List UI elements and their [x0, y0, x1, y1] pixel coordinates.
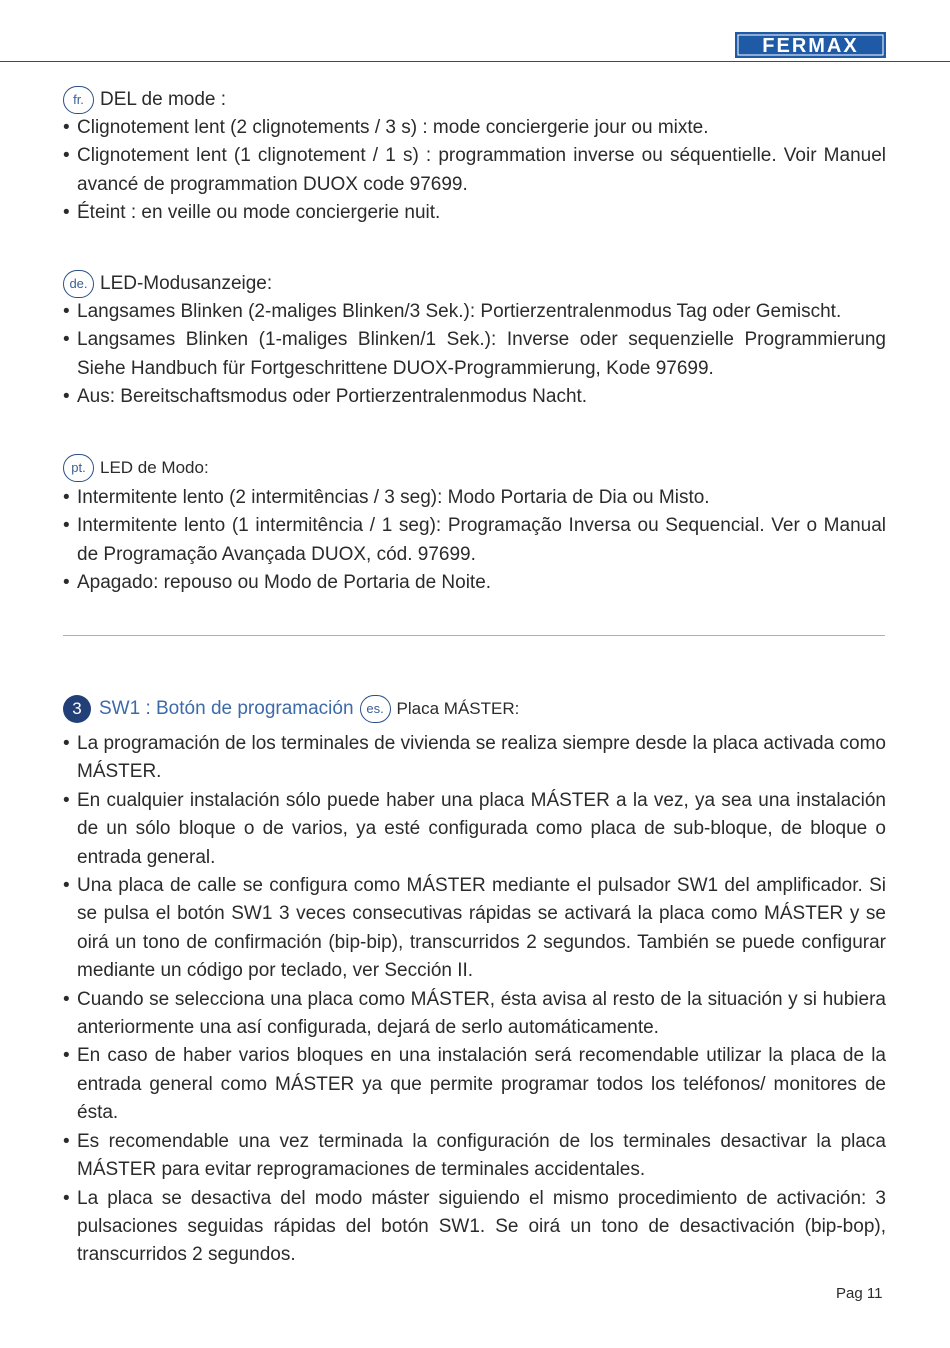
- header-rule: [0, 61, 950, 62]
- section-de-list: [63, 298, 886, 412]
- section-fr-heading: [63, 86, 886, 114]
- section-number-badge: 3: [63, 695, 91, 723]
- section-fr-title: DEL de mode :: [100, 88, 227, 110]
- section-es-heading: [63, 694, 886, 724]
- logo-text: FERMAX: [762, 35, 859, 57]
- list-item: • Langsames Blinken (1-maliges Blinken/1 Sek.): Inverse oder sequenzielle Programmierung Siehe Handbuch für Fortgeschrittene DUOX-Programmierung, Kode 97699.: [63, 326, 886, 383]
- list-item: • Es recomendable una vez terminada la configuración de los terminales desactivar la placa MÁSTER para evitar reprogramaciones de terminales accidentales.: [63, 1128, 886, 1185]
- section-pt-heading: [63, 454, 886, 482]
- list-item: • Clignotement lent (2 clignotements / 3 s) : mode conciergerie jour ou mixte.: [63, 114, 886, 142]
- list-item: • Apagado: repouso ou Modo de Portaria de Noite.: [63, 569, 886, 597]
- list-item: • En caso de haber varios bloques en una instalación será recomendable utilizar la placa de la entrada general como MÁSTER ya que permite programar todos los teléfonos/ monitores de ésta.: [63, 1042, 886, 1127]
- lang-badge-es: es.: [360, 695, 391, 723]
- section-divider: [63, 635, 885, 636]
- list-item: • Éteint : en veille ou mode conciergerie nuit.: [63, 199, 886, 227]
- list-item: • La programación de los terminales de vivienda se realiza siempre desde la placa activada como MÁSTER.: [63, 730, 886, 787]
- list-item: • Clignotement lent (1 clignotement / 1 s) : programmation inverse ou séquentielle. Voir Manuel avancé de programmation DUOX code 97699.: [63, 142, 886, 199]
- section-es-title: SW1 : Botón de programación: [99, 697, 354, 719]
- list-item: • Intermitente lento (2 intermitências / 3 seg): Modo Portaria de Dia ou Misto.: [63, 484, 886, 512]
- list-item: • Aus: Bereitschaftsmodus oder Portierzentralenmodus Nacht.: [63, 383, 886, 411]
- list-item: • Langsames Blinken (2-maliges Blinken/3 Sek.): Portierzentralenmodus Tag oder Gemischt.: [63, 298, 886, 326]
- lang-badge-de: de.: [63, 270, 94, 298]
- section-de-title: LED-Modusanzeige:: [100, 272, 273, 294]
- list-item: • En cualquier instalación sólo puede haber una placa MÁSTER a la vez, ya sea una instalación de un sólo bloque o de varios, ya esté configurada como placa de sub-bloque, de bloque o entrada general.: [63, 787, 886, 872]
- section-es-list: [63, 730, 886, 1270]
- fermax-logo-graphic: [735, 32, 886, 58]
- section-es-subtitle: Placa MÁSTER:: [396, 698, 520, 718]
- section-de: [63, 270, 886, 412]
- section-pt-title: LED de Modo:: [100, 457, 209, 477]
- lang-badge-pt: pt.: [63, 454, 94, 482]
- section-de-heading: [63, 270, 886, 298]
- list-item: • Cuando se selecciona una placa como MÁSTER, ésta avisa al resto de la situación y si hubiera anteriormente una así configurada, dejará de serlo automáticamente.: [63, 986, 886, 1043]
- page-number: Pag 11: [836, 1285, 883, 1302]
- list-item: • Intermitente lento (1 intermitência / 1 seg): Programação Inversa ou Sequencial. Ver o Manual de Programação Avançada DUOX, cód. 97699.: [63, 512, 886, 569]
- section-pt-list: [63, 484, 886, 598]
- list-item: • Una placa de calle se configura como MÁSTER mediante el pulsador SW1 del amplificador. Si se pulsa el botón SW1 3 veces consecutivas rápidas se activará la placa como MÁSTER y se oirá un tono de confirmación (bip-bip), transcurridos 2 segundos. También se puede configurar mediante un código por teclado, ver Sección II.: [63, 872, 886, 986]
- section-pt: [63, 454, 886, 598]
- fermax-logo: [735, 32, 886, 58]
- section-fr-list: [63, 114, 886, 228]
- lang-badge-fr: fr.: [63, 86, 94, 114]
- section-es: [63, 694, 886, 1270]
- section-fr: [63, 86, 886, 228]
- list-item: • La placa se desactiva del modo máster siguiendo el mismo procedimiento de activación: 3 pulsaciones seguidas rápidas del botón SW1. Se oirá un tono de desactivación (bip-bop), transcurridos 2 segundos.: [63, 1185, 886, 1270]
